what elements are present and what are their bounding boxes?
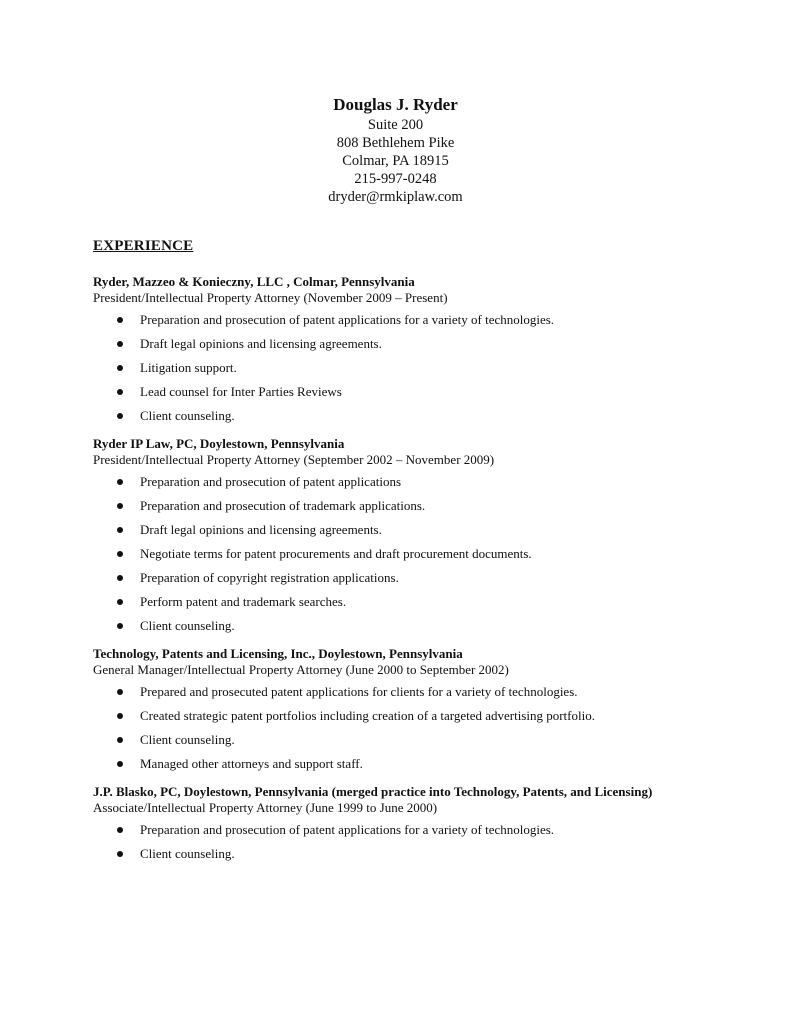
bullet-icon bbox=[117, 761, 123, 767]
duty-text: Preparation and prosecution of patent applications for a variety of technologies. bbox=[140, 822, 555, 837]
duty-text: Managed other attorneys and support staff. bbox=[140, 756, 363, 771]
job-employer: Ryder IP Law, PC, Doylestown, Pennsylvania bbox=[93, 436, 345, 451]
duty-item bbox=[93, 332, 673, 356]
duty-text: Negotiate terms for patent procurements and draft procurement documents. bbox=[140, 546, 532, 561]
bullet-icon bbox=[117, 389, 123, 395]
address-suite: Suite 200 bbox=[367, 117, 424, 133]
duty-item bbox=[93, 404, 673, 428]
bullet-icon bbox=[117, 527, 123, 533]
bullet-icon bbox=[117, 317, 123, 323]
job-role: General Manager/Intellectual Property Attorney (June 2000 to September 2002) bbox=[93, 662, 509, 677]
bullet-icon bbox=[117, 503, 123, 509]
duty-item bbox=[93, 566, 673, 590]
duty-text: Client counseling. bbox=[140, 846, 235, 861]
duty-text: Draft legal opinions and licensing agreements. bbox=[140, 336, 382, 351]
duty-item bbox=[93, 356, 673, 380]
duty-text: Preparation and prosecution of patent applications for a variety of technologies. bbox=[140, 312, 555, 327]
job-duties bbox=[93, 818, 673, 866]
duty-text: Prepared and prosecuted patent applications for clients for a variety of technologies. bbox=[140, 684, 578, 699]
job-duties bbox=[93, 308, 673, 428]
bullet-icon bbox=[117, 689, 123, 695]
bullet-icon bbox=[117, 737, 123, 743]
experience-heading: EXPERIENCE bbox=[93, 238, 194, 254]
duty-item bbox=[93, 818, 673, 842]
duty-item bbox=[93, 518, 673, 542]
duty-item bbox=[93, 590, 673, 614]
job-entry bbox=[93, 646, 673, 776]
duty-text: Preparation and prosecution of patent applications bbox=[140, 474, 402, 489]
job-entry bbox=[93, 784, 673, 866]
bullet-icon bbox=[117, 599, 123, 605]
bullet-icon bbox=[117, 413, 123, 419]
bullet-icon bbox=[117, 827, 123, 833]
duty-item bbox=[93, 380, 673, 404]
duty-text: Litigation support. bbox=[140, 360, 237, 375]
job-role: President/Intellectual Property Attorney (September 2002 – November 2009) bbox=[93, 452, 495, 467]
duty-item bbox=[93, 494, 673, 518]
duty-item bbox=[93, 704, 673, 728]
duty-text: Perform patent and trademark searches. bbox=[140, 594, 347, 609]
duty-item bbox=[93, 308, 673, 332]
bullet-icon bbox=[117, 851, 123, 857]
duty-text: Lead counsel for Inter Parties Reviews bbox=[140, 384, 342, 399]
bullet-icon bbox=[117, 479, 123, 485]
duty-text: Draft legal opinions and licensing agreements. bbox=[140, 522, 382, 537]
duty-item bbox=[93, 542, 673, 566]
candidate-name: Douglas J. Ryder bbox=[333, 95, 458, 114]
duty-item bbox=[93, 614, 673, 638]
experience-list bbox=[93, 274, 673, 874]
job-duties bbox=[93, 680, 673, 776]
phone-number: 215-997-0248 bbox=[354, 171, 437, 187]
job-employer: Ryder, Mazzeo & Konieczny, LLC , Colmar, Pennsylvania bbox=[93, 274, 415, 289]
duty-text: Preparation and prosecution of trademark applications. bbox=[140, 498, 426, 513]
duty-text: Client counseling. bbox=[140, 618, 235, 633]
bullet-icon bbox=[117, 623, 123, 629]
bullet-icon bbox=[117, 551, 123, 557]
job-employer: J.P. Blasko, PC, Doylestown, Pennsylvania (merged practice into Technology, Patents, and Licensing) bbox=[93, 784, 653, 799]
bullet-icon bbox=[117, 341, 123, 347]
address-city: Colmar, PA 18915 bbox=[342, 153, 449, 169]
duty-item bbox=[93, 470, 673, 494]
contact-header bbox=[0, 94, 791, 206]
job-employer: Technology, Patents and Licensing, Inc., Doylestown, Pennsylvania bbox=[93, 646, 463, 661]
duty-item bbox=[93, 752, 673, 776]
duty-item bbox=[93, 728, 673, 752]
email-address: dryder@rmkiplaw.com bbox=[328, 189, 463, 205]
job-role: Associate/Intellectual Property Attorney (June 1999 to June 2000) bbox=[93, 800, 438, 815]
duty-text: Preparation of copyright registration applications. bbox=[140, 570, 399, 585]
bullet-icon bbox=[117, 365, 123, 371]
duty-text: Client counseling. bbox=[140, 408, 235, 423]
bullet-icon bbox=[117, 575, 123, 581]
job-role: President/Intellectual Property Attorney (November 2009 – Present) bbox=[93, 290, 448, 305]
duty-text: Client counseling. bbox=[140, 732, 235, 747]
duty-item bbox=[93, 842, 673, 866]
job-duties bbox=[93, 470, 673, 638]
duty-text: Created strategic patent portfolios including creation of a targeted advertising portfolio. bbox=[140, 708, 595, 723]
job-entry bbox=[93, 436, 673, 638]
job-entry bbox=[93, 274, 673, 428]
address-street: 808 Bethlehem Pike bbox=[336, 135, 455, 151]
duty-item bbox=[93, 680, 673, 704]
bullet-icon bbox=[117, 713, 123, 719]
